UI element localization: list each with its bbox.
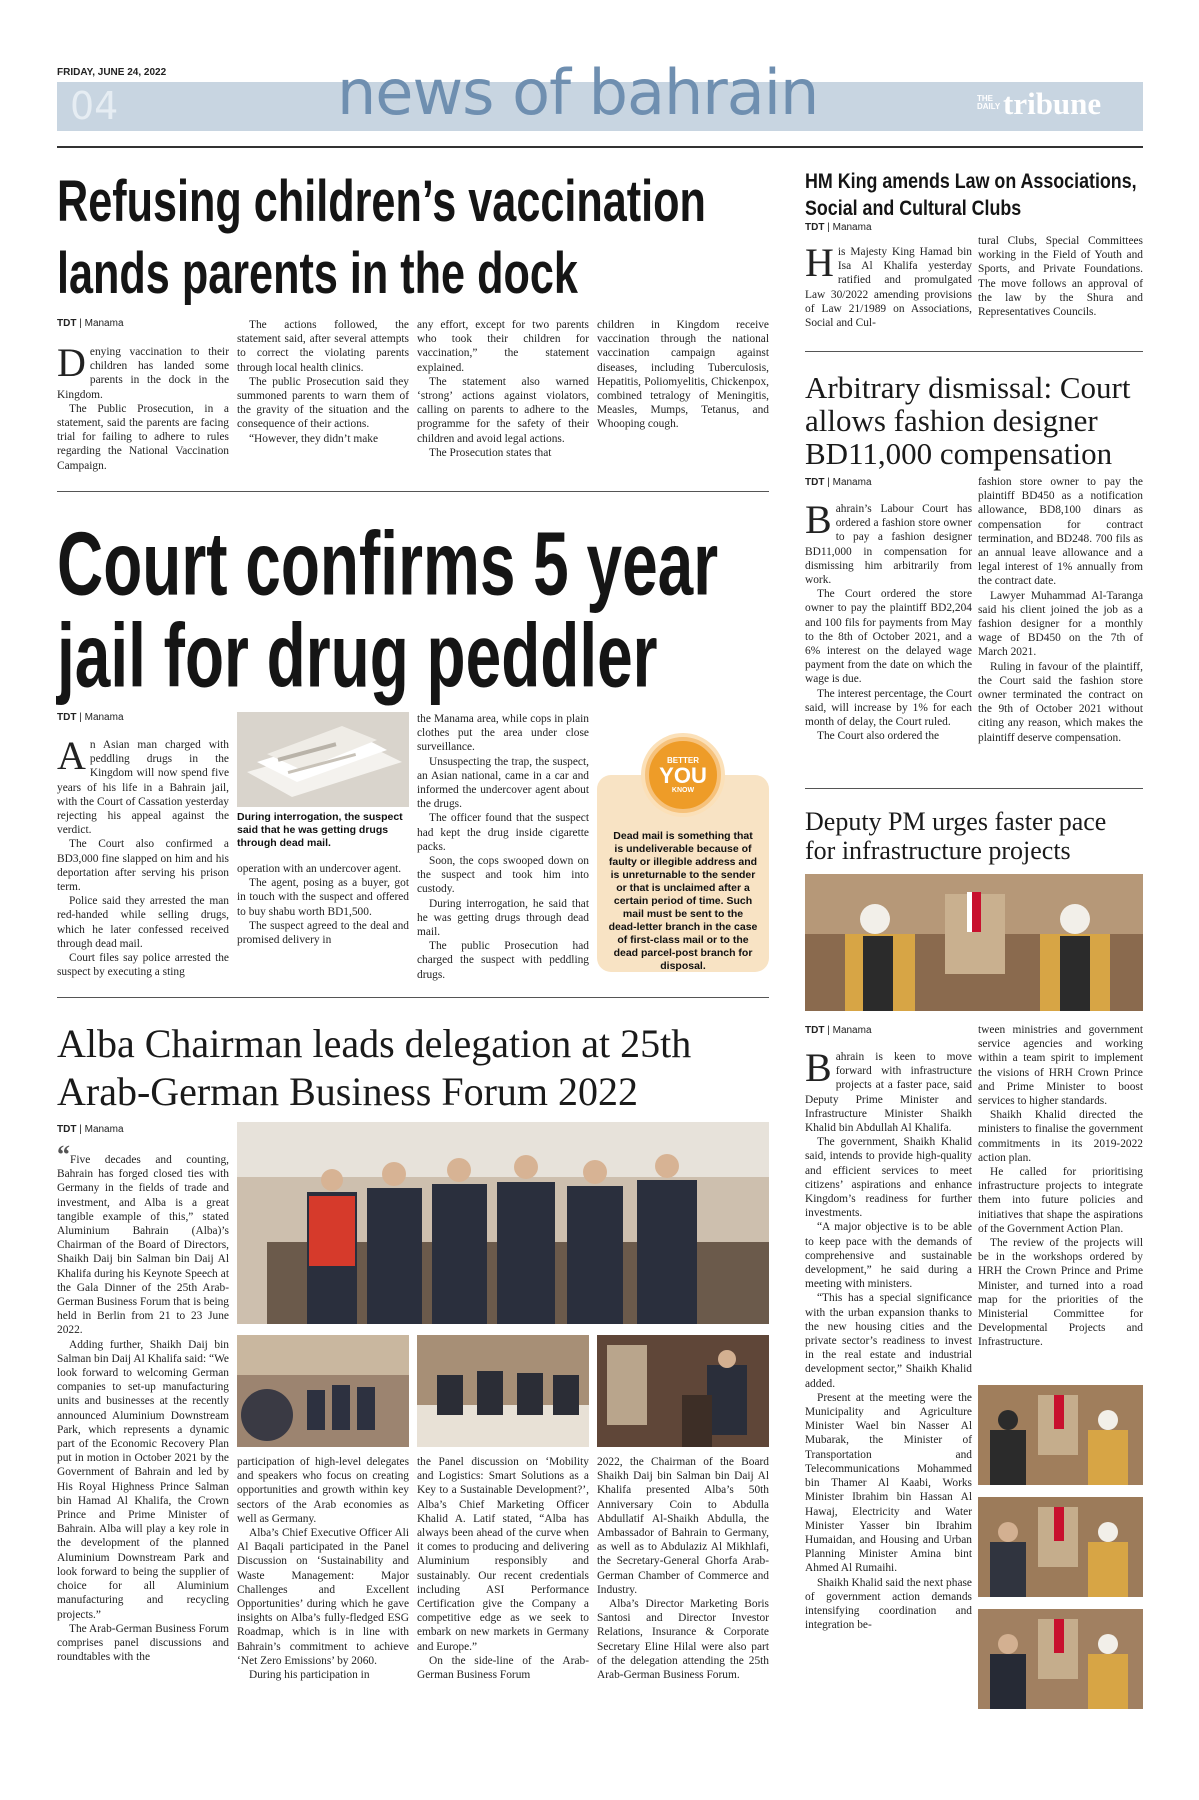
vaccination-column-4: children in Kingdom receive vaccination through the national vaccination campaign against diseases, including Tuberculosis, Hepatitis, Poliomyelitis, Chickenpox, combined tetralogy of Meningitis, Measles, Mumps, Tetanus, and Whooping cough.	[597, 319, 769, 431]
better-you-know-badge: BETTER YOU KNOW	[645, 737, 721, 813]
dismissal-headline-line-2: allows fashion designer	[805, 403, 1098, 438]
deputy-photo-3	[978, 1497, 1143, 1597]
drug-headline-line-2: jail for drug peddler	[57, 606, 658, 707]
drug-headline-line-1: Court confirms 5 year	[57, 514, 719, 615]
vaccination-column-3: any effort, except for two parents who took their children for vaccination,” the statement explained. The statement also warned ‘strong’ actions against violators, calling on parents to adhere to the programme for the safety of their children and avoid legal actions. The Prosecution states that	[417, 319, 589, 459]
deputy-photo-2	[978, 1385, 1143, 1485]
drug-photo	[237, 712, 409, 807]
drug-photo-caption: During interrogation, the suspect said that he was getting drugs through dead mail.	[237, 811, 403, 849]
brand-prefix: THE DAILY	[977, 94, 1001, 111]
deputy-headline-line-1: Deputy PM urges faster pace	[805, 807, 1107, 836]
divider	[805, 351, 1143, 352]
alba-column-2: participation of high-level delegates and speakers who focus on creating opportunities and growth within key sectors of the Arab economies as well as Germany. Alba’s Chief Executive Officer Ali Al Baqali participated in the Panel Discussion on ‘Sustainability and Waste Management: Major Challenges and Excellent Opportunities’ during which he gave insights on Alba’s fully-fledged ESG Roadmap, which is in line with Bahrain’s commitment to achieve ‘Net Zero Emissions’ by 2060. During his participation in	[237, 1456, 409, 1682]
alba-panel-photo-2	[417, 1335, 589, 1447]
deputy-byline: TDT | Manama	[805, 1025, 872, 1036]
alba-group-photo	[237, 1122, 769, 1324]
better-you-know-text: Dead mail is something that is undeliverable because of faulty or illegible address and is unreturnable to the sender or that is unclaimed after a certain period of time. Such mail must be sent to the dead-letter branch in the case of first-class mail or to the dead parcel-post branch for disposal.	[608, 830, 758, 972]
divider	[57, 491, 769, 492]
alba-column-3: the Panel discussion on ‘Mobility and Logistics: Smart Solutions as a Key to a Sustainable Development?’, Alba’s Chief Marketing Officer Khalid A. Latif stated, “Alba has always been ahead of the curve when it comes to producing and delivering Aluminium responsibly and sustainably. Our recent credentials including ASI Performance Certification give the Company a competitive edge as we seek to embark on new markets in Germany and Europe.” On the side-line of the Arab-German Business Forum	[417, 1456, 589, 1682]
brand-logo: tribune	[1003, 86, 1102, 121]
alba-byline: TDT | Manama	[57, 1124, 124, 1135]
vaccination-byline: TDT | Manama	[57, 318, 124, 329]
deputy-photo-4	[978, 1609, 1143, 1709]
alba-headline-line-1: Alba Chairman leads delegation at 25th	[57, 1021, 692, 1066]
divider	[805, 788, 1143, 789]
alba-headline-line-2: Arab-German Business Forum 2022	[57, 1069, 639, 1114]
deputy-column-1: Bahrain is keen to move forward with infrastructure projects at a faster pace, said Deputy Prime Minister and Infrastructure Minister Shaikh Khalid bin Abdullah Al Khalifa. The government, Shaikh Khalid said, intends to provide high-quality and efficient services to meet citizens’ aspirations and enhance Kingdom’s readiness for further investments. “A major objective is to be able to keep pace with the demands of comprehensive and sustainable development,” he said during a meeting with ministers. “This has a special significance with the urban expansion thanks to the new housing cities and the private sector’s readiness to invest in the real estate and industrial development sector,” Shaikh Khalid added. Present at the meeting were the Municipality and Agriculture Minister Wael bin Nasser Al Mubarak, the Minister of Transportation and Telecommunications Mohammed bin Thamer Al Kaabi, Works Minister Ibrahim bin Hassan Al Hawaj, Electricity and Water Minister Yasser bin Ibrahim Humaidan, and Housing and Urban Planning Minister Amina bint Ahmed Al Rumaihi. Shaikh Khalid said the next phase of government action demands intensifying coordination and integration be-	[805, 1045, 972, 1632]
section-title: news of bahrain	[337, 56, 819, 129]
dismissal-column-1: Bahrain’s Labour Court has ordered a fashion store owner to pay a fashion designer BD11,000 in compensation for dismissing him arbitrarily from work. The Court ordered the store owner to pay the plaintiff BD2,204 and 100 fils for payments from May to the 8th of October 2021, and a 6% interest on the delayed wage payment from the date on which the wage is due. The interest percentage, the Court said, will increase by 1% for each month of delay, the Court ruled. The Court also ordered the	[805, 497, 972, 743]
king-headline: HM King amends Law on Associations, Social and Cultural Clubs	[805, 170, 1137, 220]
king-byline: TDT | Manama	[805, 222, 872, 233]
divider	[57, 997, 769, 998]
dismissal-headline-line-3: BD11,000 compensation	[805, 436, 1113, 471]
vaccination-headline-line-1: Refusing children’s vaccination	[57, 169, 706, 234]
alba-column-1: “Five decades and counting, Bahrain has forged closed ties with Germany in the fields of trade and investment, and Alba is a great tangible example of this,” stated Aluminium Bahrain (Alba)’s Chairman of the Board of Directors, Shaikh Daij bin Salman bin Daij Al Khalifa during his Keynote Speech at the Gala Dinner of the 25th Arab-German Business Forum that is being held in Berlin from 21 to 23 June 2022. Adding further, Shaikh Daij bin Salman bin Daij Al Khalifa said: “We look forward to welcoming German companies to set-up manufacturing units and businesses at the recently announced Aluminium Downstream Park, which represents a dynamic part of the Economic Recovery Plan put in motion in October 2021 by the Government of Bahrain and led by His Royal Highness Prince Salman bin Hamad Al Khalifa, the Crown Prince and Prime Minister of Bahrain. Alba will play a key role in the development of the planned Aluminium Downstream Park and look forward to being the supplier of choice for all Aluminium manufacturing and recycling projects.” The Arab-German Business Forum comprises panel discussions and roundtables with the	[57, 1140, 229, 1664]
issue-date: FRIDAY, JUNE 24, 2022	[57, 67, 167, 78]
vaccination-column-1: Denying vaccination to their children has landed some parents in the dock in the Kingdom. The Public Prosecution, in a statement, said the parents are facing trial for failing to adhere to rules regarding the National Vaccination Campaign.	[57, 340, 229, 472]
king-column-2: tural Clubs, Special Committees working in the Field of Youth and Sports, and Private Foundations. The move follows an approval of the law by the Shura and Representatives Councils.	[978, 235, 1143, 319]
deputy-headline-line-2: for infrastructure projects	[805, 836, 1071, 865]
alba-podium-photo	[597, 1335, 769, 1447]
dismissal-headline-line-1: Arbitrary dismissal: Court	[805, 370, 1131, 405]
dismissal-byline: TDT | Manama	[805, 477, 872, 488]
masthead-rule	[57, 146, 1143, 148]
alba-panel-photo-1	[237, 1335, 409, 1447]
page-number: 04	[70, 84, 119, 128]
dismissal-column-2: fashion store owner to pay the plaintiff BD450 as a notification allowance, BD8,100 dinars as compensation for contract termination, and BD248. 700 fils as an annual leave allowance and a legal interest of 1% annually from the contract date. Lawyer Muhammad Al-Taranga said his client joined the job as a fashion designer for a monthly wage of BD450 on the 7th of March 2021. Ruling in favour of the plaintiff, the Court said the fashion store owner terminated the contract on the 9th of October 2021 without citing any reason, which makes the plaintiff deserve compensation.	[978, 476, 1143, 744]
drug-column-3: the Manama area, while cops in plain clothes put the area under close surveillance. Unsuspecting the trap, the suspect, an Asian national, came in a car and informed the undercover agent about the drugs. The officer found that the suspect had kept the drug inside cigarette packs. Soon, the cops swooped down on the suspect and took him into custody. During interrogation, he said that he was getting drugs through dead mail. The public Prosecution had charged the suspect with peddling drugs.	[417, 713, 589, 981]
drug-column-2: operation with an undercover agent. The agent, posing as a buyer, got in touch with the suspect and offered to buy shabu worth BD1,500. The suspect agreed to the deal and promised delivery in	[237, 863, 409, 947]
deputy-column-2: tween ministries and government service agencies and working within a team spirit to implement the visions of HRH Crown Prince and Prime Minister to boost services to higher standards. Shaikh Khalid directed the ministers to finalise the government commitments in its 2019-2022 action plan. He called for prioritising infrastructure projects to integrate them into future policies and initiatives that shape the aspirations of the Government Action Plan. The review of the projects will be in the workshops ordered by HRH the Crown Prince and Prime Minister, and turned into a road map for the priorities of the Ministerial Committee for Developmental Projects and Infrastructure.	[978, 1024, 1143, 1349]
vaccination-headline-line-2: lands parents in the dock	[57, 241, 578, 306]
king-column-1: His Majesty King Hamad bin Isa Al Khalifa yesterday ratified and promulgated Law 30/2022 amending provisions of Law 21/1989 on Associations, Social and Cul-	[805, 240, 972, 330]
vaccination-column-2: The actions followed, the statement said, after several attempts to correct the violating parents through local health clinics. The public Prosecution said they summoned parents to warn them of the gravity of the situation and the consequence of their actions. “However, they didn’t make	[237, 319, 409, 445]
drug-byline: TDT | Manama	[57, 712, 124, 723]
deputy-meeting-photo	[805, 874, 1143, 1011]
drug-column-1: An Asian man charged with peddling drugs in the Kingdom will now spend five years of his life in a Bahrain jail, with the Court of Cassation yesterday rejecting his appeal against the verdict. The Court also confirmed a BD3,000 fine slapped on him and his deportation after serving his prison term. Police said they arrested the man red-handed while selling drugs, which he later confessed received through dead mail. Court files say police arrested the suspect by executing a sting	[57, 733, 229, 979]
alba-column-4: 2022, the Chairman of the Board Shaikh Daij bin Salman bin Daij Al Khalifa presented Alba’s 50th Anniversary Coin to Abdulla Abdullatif Al-Shaikh Abdulla, the Ambassador of Bahrain to Germany, as well as to Abdulaziz Al Mikhlafi, the Secretary-General Ghorfa Arab-German Chamber of Commerce and Industry. Alba’s Director Marketing Boris Santosi and Director Investor Relations, Insurance & Corporate Secretary Eline Hilal were also part of the delegation attending the 25th Arab-German Business Forum.	[597, 1456, 769, 1682]
